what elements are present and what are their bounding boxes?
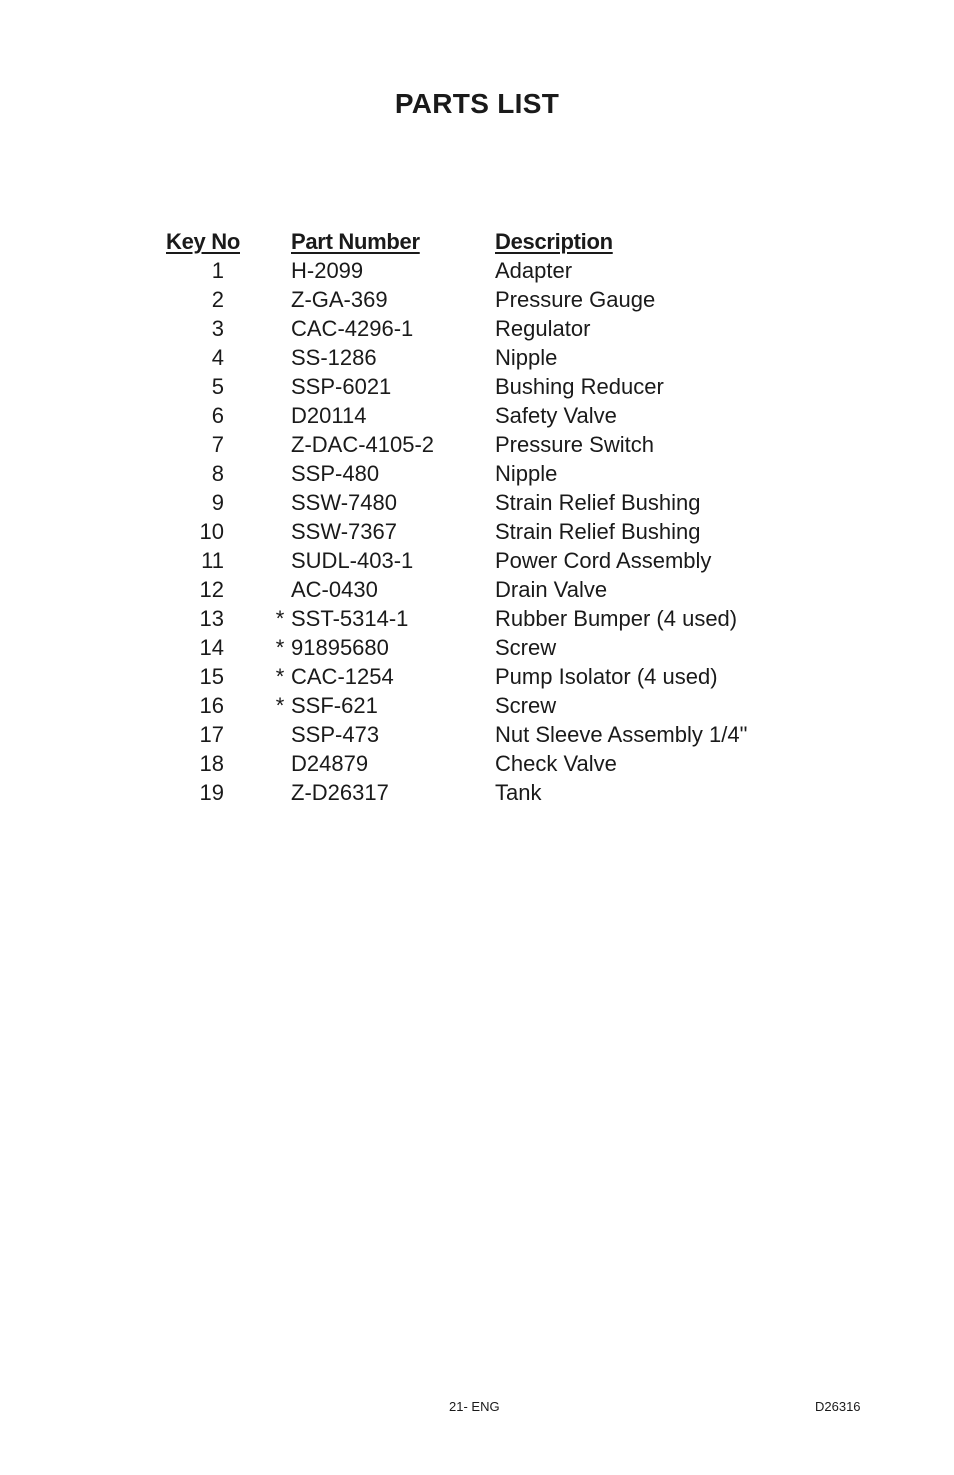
key-no-cell: 16	[199, 693, 224, 718]
description-cell: Strain Relief Bushing	[495, 519, 701, 544]
description-cell: Pressure Switch	[495, 432, 654, 457]
description-cell: Nipple	[495, 461, 558, 486]
key-no-cell: 10	[199, 519, 224, 544]
part-number-cell: CAC-1254	[291, 664, 394, 689]
part-number-cell: SSF-621	[291, 693, 378, 718]
key-no-cell: 13	[199, 606, 224, 631]
key-no-cell: 17	[199, 722, 224, 747]
description-cell: Tank	[495, 780, 542, 805]
part-number-cell: D24879	[291, 751, 369, 776]
asterisk-marker: *	[275, 606, 285, 631]
key-no-cell: 18	[199, 751, 224, 776]
key-no-cell: 8	[211, 461, 224, 486]
key-no-cell: 14	[199, 635, 224, 660]
part-number-cell: CAC-4296-1	[291, 316, 414, 341]
part-number-cell: Z-DAC-4105-2	[291, 432, 435, 457]
page-title: PARTS LIST	[394, 88, 560, 119]
description-cell: Screw	[495, 635, 557, 660]
description-cell: Screw	[495, 693, 557, 718]
description-cell: Strain Relief Bushing	[495, 490, 701, 515]
part-number-cell: SSP-480	[291, 461, 380, 486]
part-number-cell: H-2099	[291, 258, 364, 283]
key-no-cell: 1	[211, 258, 224, 283]
page-number: 21- ENG	[449, 1399, 500, 1414]
key-no-cell: 9	[211, 490, 224, 515]
description-cell: Power Cord Assembly	[495, 548, 712, 573]
description-cell: Regulator	[495, 316, 591, 341]
key-no-cell: 2	[211, 287, 224, 312]
description-cell: Bushing Reducer	[495, 374, 664, 399]
key-no-cell: 11	[201, 548, 224, 573]
key-no-cell: 15	[199, 664, 224, 689]
part-number-cell: Z-GA-369	[291, 287, 388, 312]
description-cell: Check Valve	[495, 751, 617, 776]
description-cell: Adapter	[495, 258, 573, 283]
part-number-cell: SST-5314-1	[291, 606, 409, 631]
key-no-cell: 19	[199, 780, 224, 805]
description-cell: Nut Sleeve Assembly 1/4"	[495, 722, 748, 747]
part-number-cell: SSP-6021	[291, 374, 392, 399]
asterisk-marker: *	[275, 693, 285, 718]
description-cell: Nipple	[495, 345, 558, 370]
part-number-cell: SUDL-403-1	[291, 548, 414, 573]
asterisk-marker: *	[275, 635, 285, 660]
description-cell: Safety Valve	[495, 403, 617, 428]
part-number-cell: SSW-7480	[291, 490, 397, 515]
part-number-cell: SS-1286	[291, 345, 377, 370]
description-cell: Pump Isolator (4 used)	[495, 664, 718, 689]
key-no-cell: 12	[199, 577, 224, 602]
description-cell: Rubber Bumper (4 used)	[495, 606, 738, 631]
key-no-cell: 3	[211, 316, 224, 341]
key-no-cell: 7	[211, 432, 224, 457]
part-number-cell: SSW-7367	[291, 519, 397, 544]
part-number-cell: 91895680	[291, 635, 389, 660]
description-cell: Pressure Gauge	[495, 287, 656, 312]
header-description: Description	[495, 229, 613, 254]
key-no-cell: 4	[211, 345, 224, 370]
header-key-no: Key No	[166, 229, 240, 254]
key-no-cell: 5	[211, 374, 224, 399]
part-number-cell: Z-D26317	[291, 780, 389, 805]
part-number-cell: AC-0430	[291, 577, 378, 602]
document-number: D26316	[815, 1399, 861, 1414]
asterisk-marker: *	[275, 664, 285, 689]
part-number-cell: SSP-473	[291, 722, 380, 747]
description-cell: Drain Valve	[495, 577, 608, 602]
header-part-number: Part Number	[291, 229, 420, 254]
key-no-cell: 6	[211, 403, 224, 428]
part-number-cell: D20114	[291, 403, 367, 428]
